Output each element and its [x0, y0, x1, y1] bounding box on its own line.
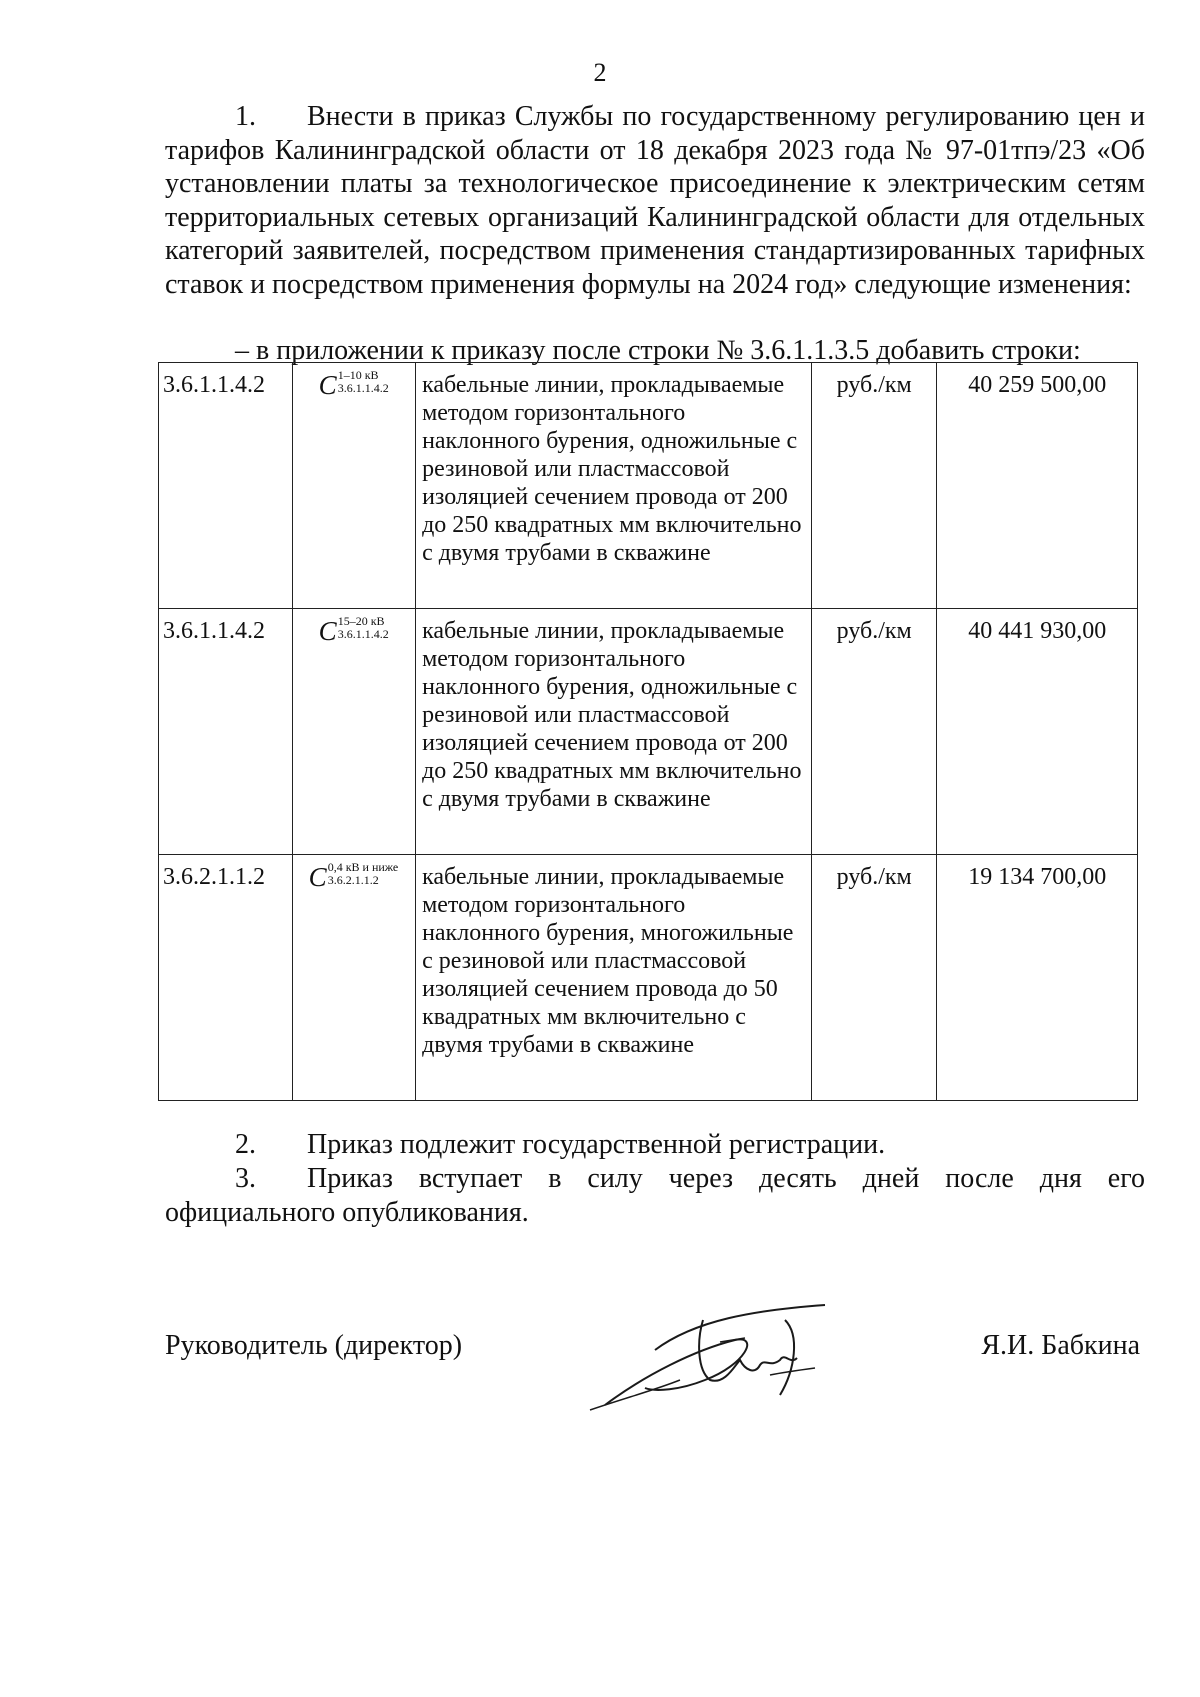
item-2-paragraph [165, 1128, 1145, 1162]
item-2-text: Приказ подлежит государственной регистрации. [307, 1129, 886, 1160]
item-3-text: Приказ вступает в силу через десять дней после дня его официального опубликования. [165, 1163, 1145, 1228]
symbol-letter: C [318, 616, 337, 646]
symbol-subscript: 3.6.1.1.4.2 [337, 627, 389, 641]
row-unit: руб./км [811, 363, 936, 609]
row-unit: руб./км [811, 609, 936, 855]
handwritten-signature [585, 1280, 845, 1420]
row-unit: руб./км [811, 855, 936, 1101]
item-3-paragraph [165, 1162, 1145, 1229]
symbol-superscript: 0,4 кВ и ниже [327, 860, 399, 874]
page-number: 2 [593, 58, 607, 87]
row-symbol [292, 855, 415, 1101]
row-description: кабельные линии, прокладываемые методом горизонтального наклонного бурения, одножильные с резиновой или пластмассовой изоляцией сечением провода от 200 до 250 квадратных мм включительно с двумя трубами в скважине [416, 609, 812, 855]
symbol-superscript: 15–20 кВ [337, 614, 385, 628]
table-row [159, 609, 1138, 855]
signatory-name: Я.И. Бабкина [981, 1330, 1140, 1361]
symbol-letter: C [308, 862, 327, 892]
symbol-letter: C [318, 370, 337, 400]
item-1-text: Внести в приказ Службы по государственному регулированию цен и тарифов Калининградской области от 18 декабря 2023 года № 97-01тпэ/23 «Об установлении платы за технологическое присоединение к электрическим сетям территориальных сетевых организаций Калининградской области для отдельных категорий заявителей, посредством применения стандартизированных тарифных ставок и посредством применения формулы на 2024 год» следующие изменения: [165, 101, 1145, 300]
signature-block [165, 1320, 1145, 1420]
symbol-subscript: 3.6.2.1.1.2 [327, 873, 379, 887]
item-1-paragraph [165, 100, 1145, 301]
row-description: кабельные линии, прокладываемые методом горизонтального наклонного бурения, одножильные с резиновой или пластмассовой изоляцией сечением провода от 200 до 250 квадратных мм включительно с двумя трубами в скважине [416, 363, 812, 609]
table-row [159, 363, 1138, 609]
row-description: кабельные линии, прокладываемые методом горизонтального наклонного бурения, многожильные с резиновой или пластмассовой изоляцией сечением провода до 50 квадратных мм включительно с двумя трубами в скважине [416, 855, 812, 1101]
row-value: 40 441 930,00 [937, 609, 1138, 855]
symbol-subscript: 3.6.1.1.4.2 [337, 381, 389, 395]
row-value: 19 134 700,00 [937, 855, 1138, 1101]
row-symbol [292, 363, 415, 609]
item-2-number: 2. [235, 1129, 256, 1160]
row-code: 3.6.2.1.1.2 [159, 855, 293, 1101]
row-code: 3.6.1.1.4.2 [159, 609, 293, 855]
table-row [159, 855, 1138, 1101]
row-value: 40 259 500,00 [937, 363, 1138, 609]
symbol-superscript: 1–10 кВ [337, 368, 379, 382]
item-3-number: 3. [235, 1163, 256, 1194]
row-code: 3.6.1.1.4.2 [159, 363, 293, 609]
signatory-title: Руководитель (директор) [165, 1330, 463, 1361]
row-symbol [292, 609, 415, 855]
item-1-number: 1. [235, 101, 256, 132]
tariff-table [158, 362, 1138, 1101]
subitem-note: – в приложении к приказу после строки № 3.6.1.1.3.5 добавить строки: [235, 335, 1081, 366]
